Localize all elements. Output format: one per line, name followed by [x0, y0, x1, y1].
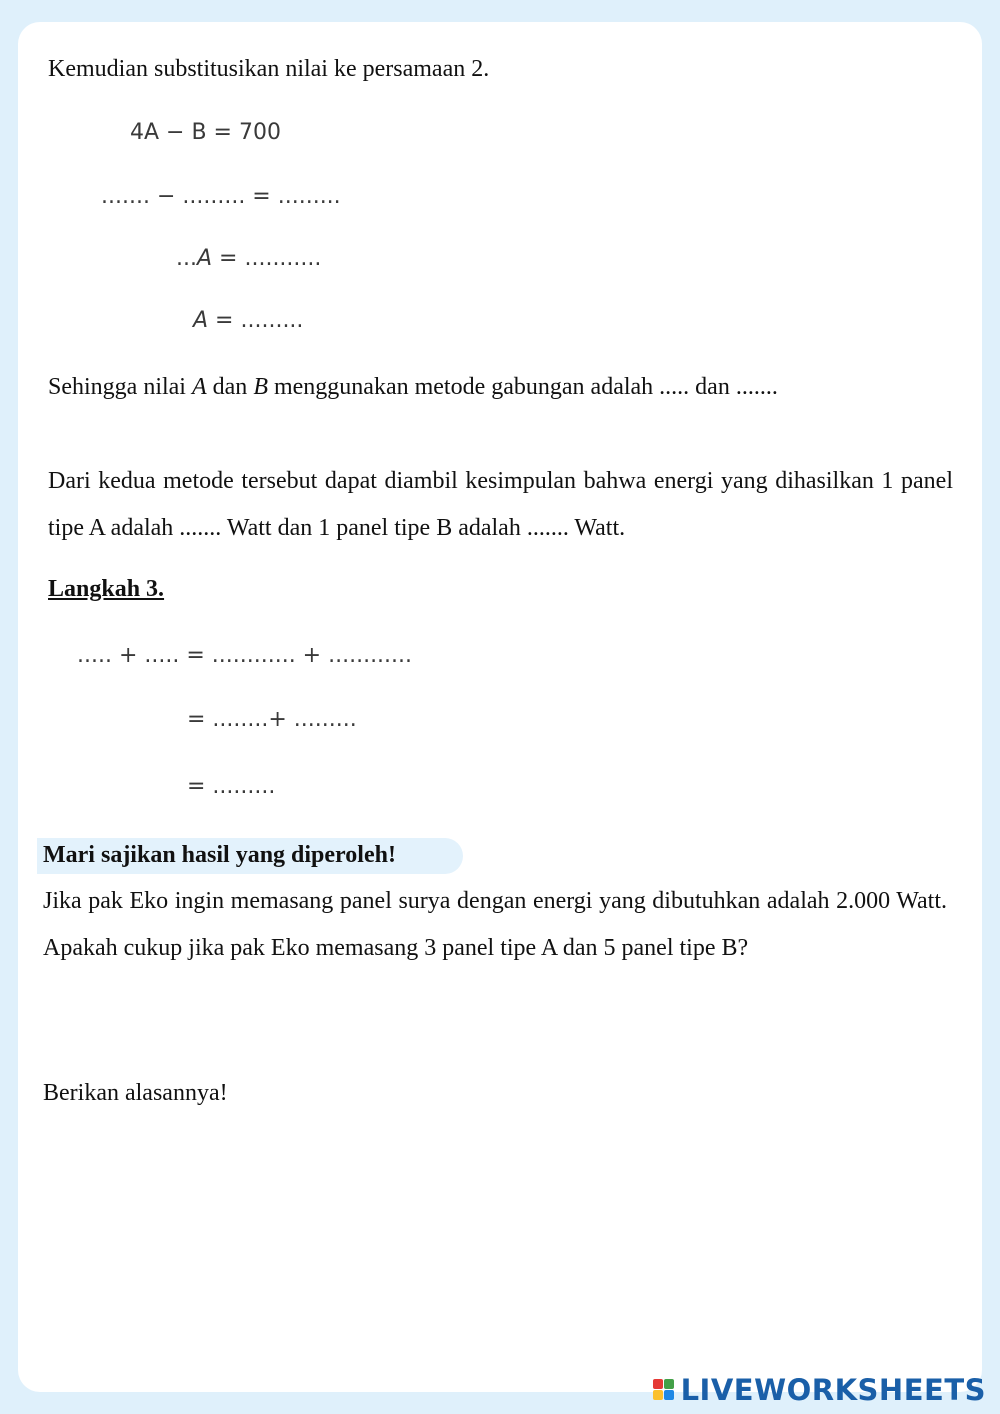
- step3-equation-line1: ..... + ..... = ............ + ............: [77, 643, 413, 668]
- variable-b: B: [253, 374, 268, 400]
- variable-a: A: [193, 308, 209, 333]
- variable-a: A: [191, 374, 207, 400]
- equation-blank-line: ....... − ......... = .........: [101, 184, 341, 209]
- conclusion-text-2: dan: [206, 374, 254, 400]
- coefficient-blank: ...: [176, 246, 197, 271]
- liveworksheets-brand: [653, 1372, 986, 1408]
- equation-4a-minus-b: 4A − B = 700: [130, 120, 281, 145]
- variable-a: A: [196, 246, 213, 271]
- conclusion-line: [48, 372, 778, 402]
- conclusion-text-3: menggunakan metode gabungan adalah ..... dan .......: [267, 374, 778, 400]
- task-prompt: Berikan alasannya!: [43, 1080, 228, 1106]
- equals-blank: = ...........: [212, 246, 322, 271]
- step3-heading: Langkah 3.: [48, 576, 165, 602]
- liveworksheets-logo-icon: [653, 1379, 675, 1401]
- worksheet-page: [18, 22, 982, 1392]
- intro-line: Kemudian substitusikan nilai ke persamaan 2.: [48, 56, 490, 82]
- task-question: Jika pak Eko ingin memasang panel surya dengan energi yang dibutuhkan adalah 2.000 Watt. Apakah cukup jika pak Eko memasang 3 panel tipe A dan 5 panel tipe B?: [43, 888, 947, 961]
- equals-blank: = .........: [208, 308, 304, 333]
- step3-equation-line2: = ........+ .........: [187, 707, 357, 732]
- equation-a-coefficient: [176, 245, 321, 273]
- equation-a-value: [193, 307, 303, 335]
- brand-name: LIVEWORKSHEETS: [680, 1373, 986, 1407]
- conclusion-text-1: Sehingga nilai: [48, 374, 192, 400]
- step3-equation-line3: = .........: [187, 774, 276, 799]
- task-banner: Mari sajikan hasil yang diperoleh!: [43, 842, 396, 868]
- summary-paragraph: Dari kedua metode tersebut dapat diambil kesimpulan bahwa energi yang dihasilkan 1 panel tipe A adalah ....... Watt dan 1 panel tipe B adalah ....... Watt.: [48, 468, 953, 541]
